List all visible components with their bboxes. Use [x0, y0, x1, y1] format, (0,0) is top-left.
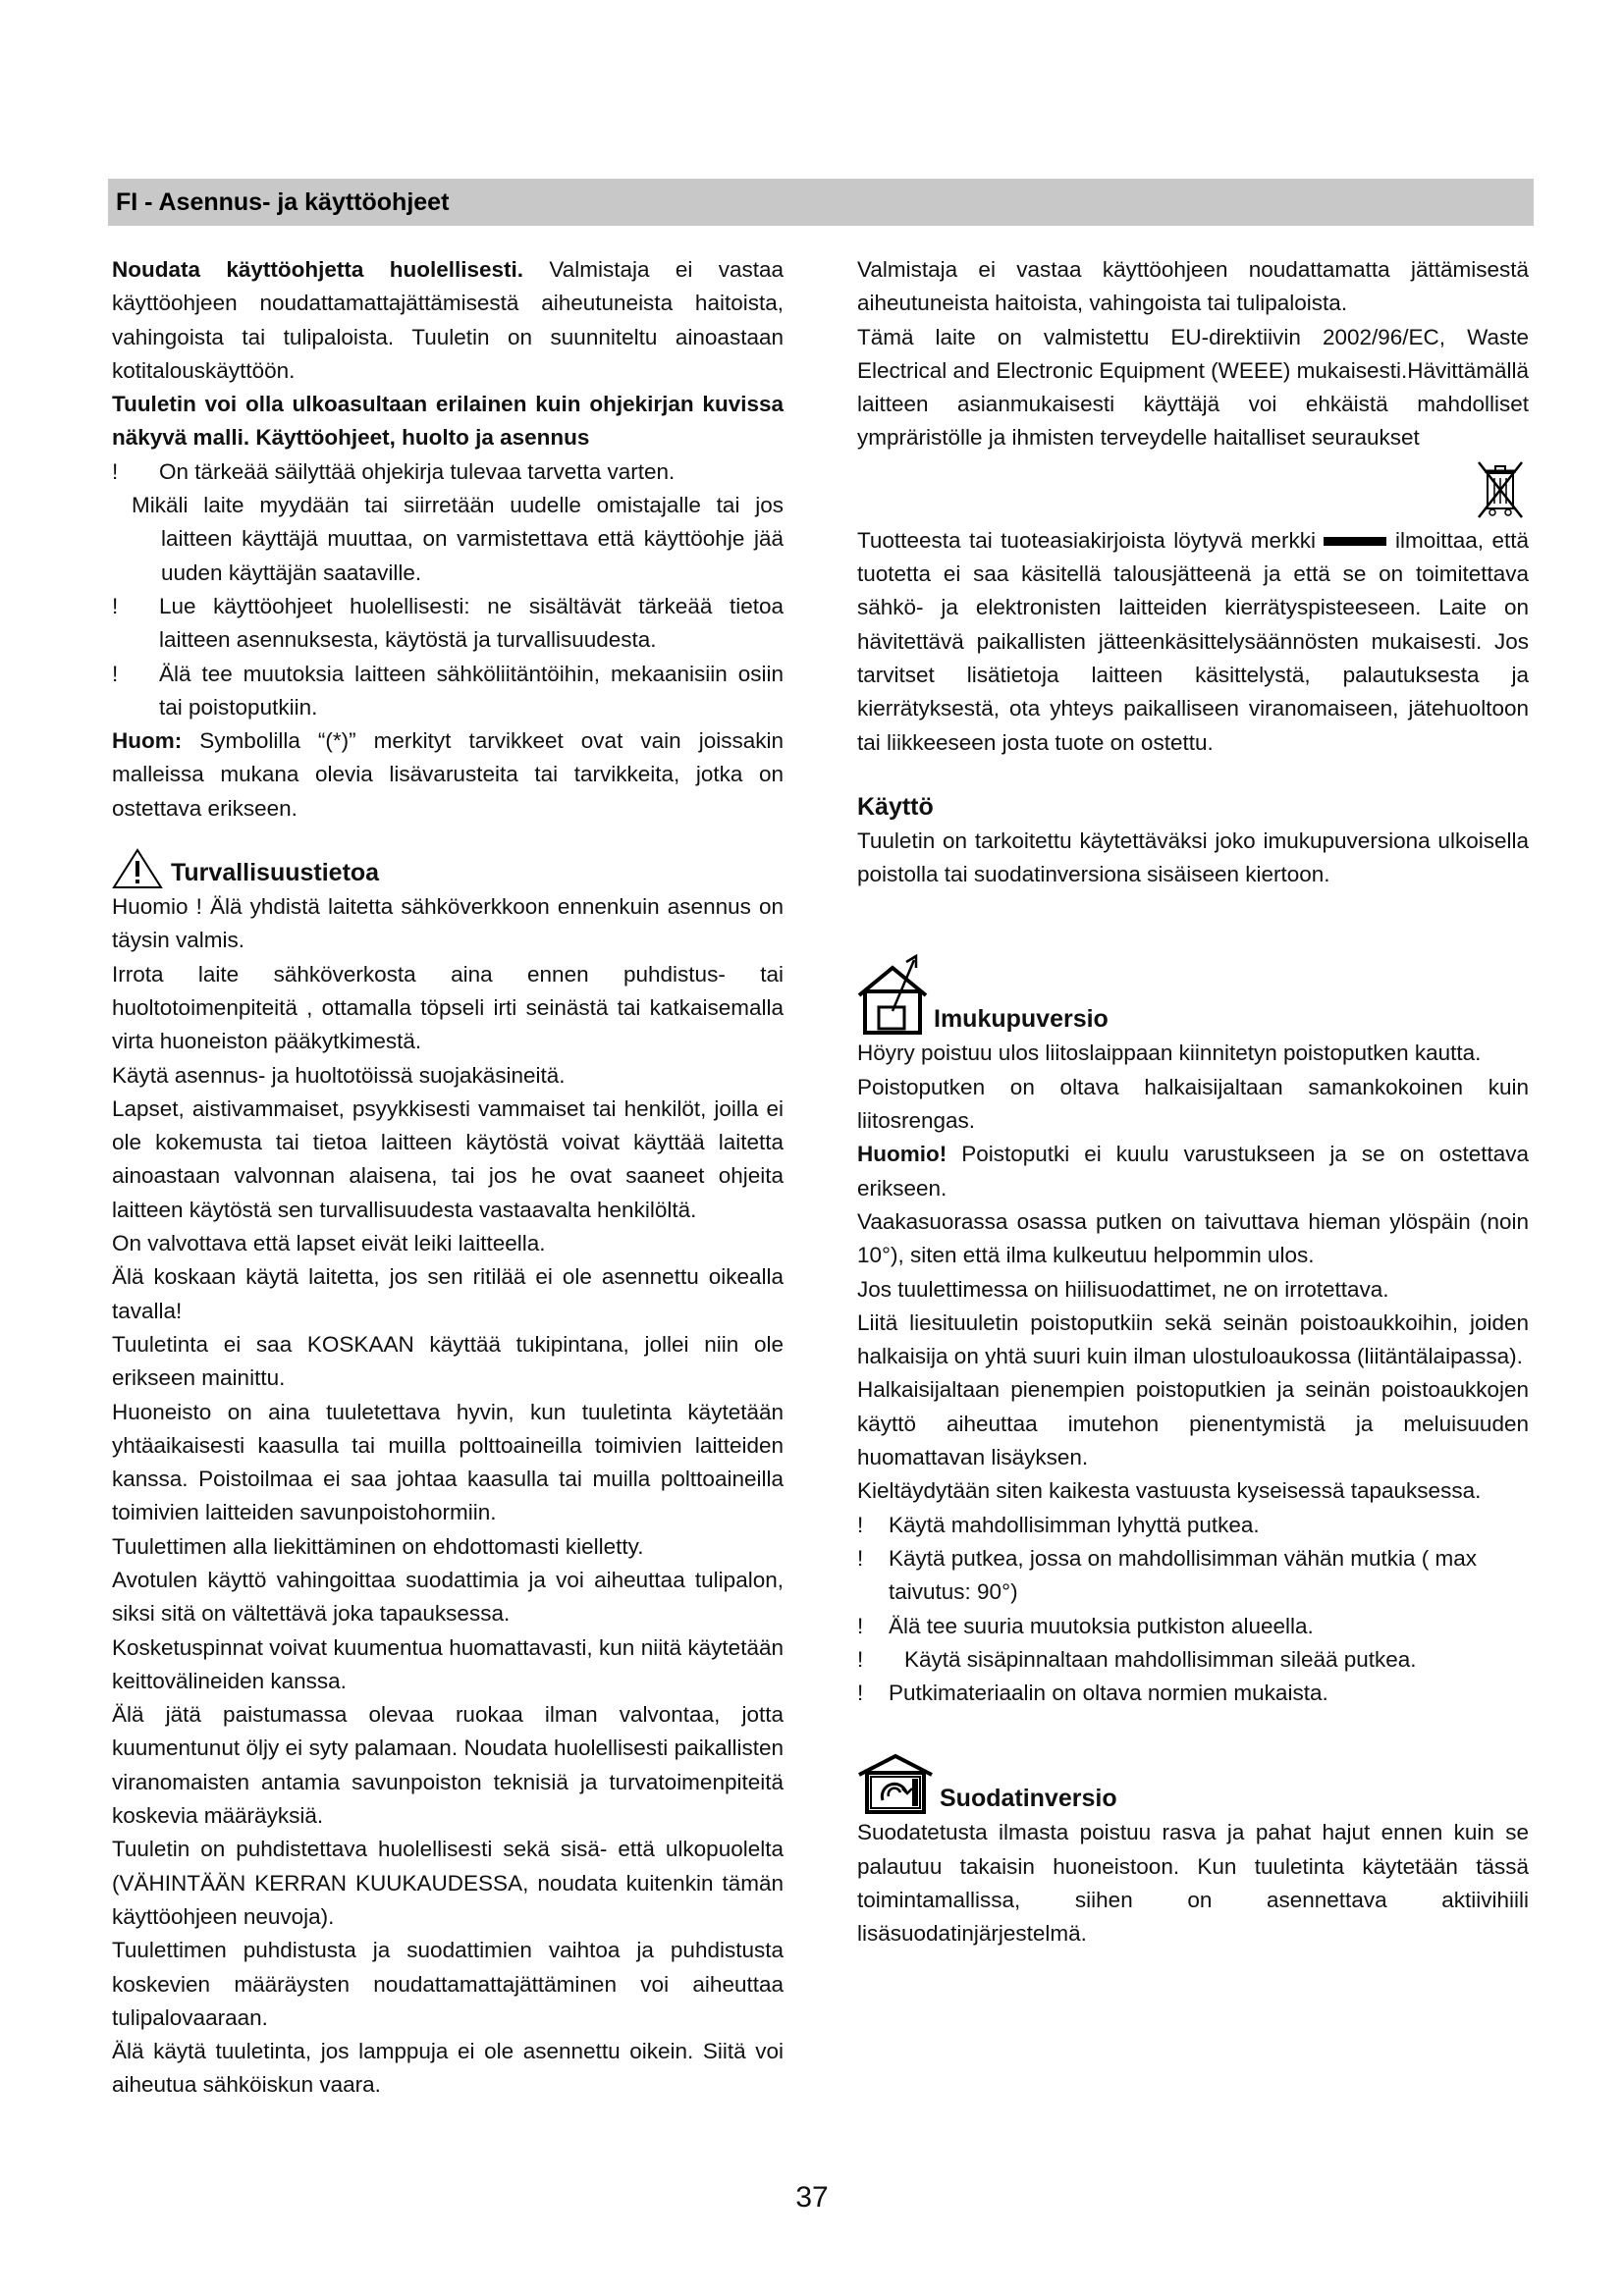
- bullet-3-text: Älä tee muutoksia laitteen sähköliitäntöihin, mekaanisiin osiin tai poistoputkiin.: [159, 661, 784, 720]
- black-bar-mark: [1324, 537, 1386, 546]
- safety-item-5: Älä koskaan käytä laitetta, jos sen ritilää ei ole asennettu oikealla tavalla!: [112, 1264, 784, 1323]
- right-column: [857, 253, 1529, 1951]
- safety-item-2: Käytä asennus- ja huoltotöissä suojakäsineitä.: [112, 1062, 566, 1088]
- imukupu-p6: Halkaisijaltaan pienempien poistoputkien ja seinän poistoaukkojen käyttö aiheuttaa imutehon pienentymistä ja meluisuuden huomattavan lisäyksen.: [857, 1377, 1529, 1470]
- huomio-text: Poistoputki ei kuulu varustukseen ja se on ostettava erikseen.: [857, 1142, 1529, 1201]
- imukupu-title: Imukupuversio: [934, 1005, 1109, 1034]
- bullet-2: [112, 590, 784, 658]
- bullet-3: [112, 658, 784, 725]
- bullet-mark: !: [112, 661, 119, 686]
- model-note-text: Tuuletin voi olla ulkoasultaan erilainen kuin ohjekirjan kuvissa näkyvä malli. Käyttöohjeet, huolto ja asennus: [112, 392, 784, 451]
- huom-label: Huom:: [112, 728, 183, 754]
- bullet-mark: !: [112, 593, 119, 618]
- safety-item-1: Irrota laite sähköverkosta aina ennen puhdistus- tai huoltotoimenpiteitä , ottamalla töpseli irti seinästä tai katkaisemalla virta huoneiston pääkytkimestä.: [112, 961, 784, 1054]
- safety-item-10: Kosketuspinnat voivat kuumentua huomattavasti, kun niitä käytetään keittovälineiden kanssa.: [112, 1634, 784, 1693]
- imukupu-bullet-2-text: Käytä putkea, jossa on mahdollisimman vähän mutkia ( max taivutus: 90°): [889, 1545, 1478, 1605]
- huom-text: Symbolilla “(*)” merkityt tarvikkeet ovat vain joissakin malleissa mukana olevia lisävarusteita tai tarvikkeita, jotka on ostettava erikseen.: [112, 728, 784, 821]
- bullet-1-text: On tärkeää säilyttää ohjekirja tulevaa tarvetta varten.: [159, 458, 676, 484]
- warning-triangle-icon: [112, 847, 163, 890]
- safety-item-11: Älä jätä paistumassa olevaa ruokaa ilman valvontaa, jotta kuumentunut öljy ei syty palamaan. Noudata huolellisesti paikallisten viranomaisten antamia savunpoiston teknisiä ja turvatoimenpiteitä koskevia määräyksiä.: [112, 1702, 784, 1829]
- imukupu-bullet-4-text: Käytä sisäpinnaltaan mahdollisimman sileää putkea.: [904, 1646, 1417, 1672]
- usage-title: Käyttö: [857, 792, 934, 821]
- imukupu-bullet-1: [857, 1509, 1529, 1542]
- safety-item-14: Älä käytä tuuletinta, jos lamppuja ei ole asennettu oikein. Siitä voi aiheutua sähköiskun vaara.: [112, 2039, 784, 2098]
- imukupu-bullet-5: [857, 1677, 1529, 1710]
- suodatin-title: Suodatinversio: [940, 1785, 1117, 1813]
- weee-icon-row: [857, 455, 1529, 524]
- page-number: 37: [795, 2181, 829, 2214]
- page-header: [108, 179, 1534, 226]
- imukupu-p4: Jos tuulettimessa on hiilisuodattimet, ne on irrotettava.: [857, 1276, 1389, 1302]
- imukupu-p2: Poistoputken on oltava halkaisijaltaan samankokoinen kuin liitosrengas.: [857, 1074, 1529, 1134]
- safety-title: Turvallisuustietoa: [171, 859, 380, 887]
- imukupu-heading: [857, 952, 1529, 1037]
- house-exhaust-icon: [857, 952, 932, 1037]
- imukupu-bullet-1-text: Käytä mahdollisimman lyhyttä putkea.: [889, 1512, 1260, 1537]
- weee-paragraph-2: Tämä laite on valmistettu EU-direktiivin 2002/96/EC, Waste Electrical and Electronic Equipment (WEEE) mukaisesti.Hävittämällä laitteen asianmukaisesti käyttäjä voi ehkäistä mahdolliset ympräristölle ja ihmisten terveydelle haitalliset seuraukset: [857, 324, 1529, 451]
- safety-item-8: Tuulettimen alla liekittäminen on ehdottomasti kielletty.: [112, 1533, 644, 1559]
- safety-item-6: Tuuletinta ei saa KOSKAAN käyttää tukipintana, jollei niin ole erikseen mainittu.: [112, 1331, 784, 1391]
- safety-item-9: Avotulen käyttö vahingoittaa suodattimia ja voi aiheuttaa tulipalon, siksi sitä on vältettävä joka tapauksessa.: [112, 1567, 784, 1627]
- page-title: FI - Asennus- ja käyttöohjeet: [116, 188, 450, 216]
- safety-item-7: Huoneisto on aina tuuletettava hyvin, kun tuuletinta käytetään yhtäaikaisesti kaasulla tai muilla polttoaineilla toimivien laitteiden kanssa. Poistoilmaa ei saa johtaa kaasulla tai muilla polttoaineilla toimivien laitteiden savunpoistohormiin.: [112, 1399, 784, 1525]
- left-column: [112, 253, 784, 2103]
- weee-mark-text: Tuotteesta tai tuoteasiakirjoista löytyvä merkki: [857, 527, 1316, 553]
- weee-mark-text-cont: ilmoittaa, että tuotetta ei saa käsitellä talousjätteenä ja että se on toimitettava sähkö- ja elektronisten laitteiden kierrätyspisteeseen. Laite on hävitettävä paikallisten jätteenkäsittelysäännösten mukaisesti. Jos tarvitset lisätietoja laitteen käsittelystä, palautuksesta ja kierrätyksestä, ota yhteys paikalliseen viranomaiseen, jätehuoltoon tai liikkeeseen josta tuote on ostettu.: [857, 527, 1529, 755]
- imukupu-p7: Kieltäydytään siten kaikesta vastuusta kyseisessä tapauksessa.: [857, 1478, 1482, 1504]
- intro-text: Valmistaja ei vastaa käyttöohjeen noudattamattajättämisestä aiheutuneista haitoista, vahingoista tai tulipaloista. Tuuletin on suunniteltu ainoastaan kotitalouskäyttöön.: [112, 257, 784, 383]
- safety-item-12: Tuuletin on puhdistettava huolellisesti sekä sisä- että ulkopuolelta (VÄHINTÄÄN KERRAN KUUKAUDESSA, noudata kuitenkin tämän käyttöohjeen neuvoja).: [112, 1837, 784, 1929]
- imukupu-huomio: [857, 1138, 1529, 1205]
- model-note: [112, 388, 784, 455]
- bullet-mark: !: [857, 1613, 864, 1638]
- bullet-mark: !: [857, 1512, 864, 1537]
- imukupu-bullet-5-text: Putkimateriaalin on oltava normien mukaista.: [889, 1681, 1328, 1706]
- bullet-1: [112, 455, 784, 489]
- safety-item-0: Huomio ! Älä yhdistä laitetta sähköverkkoon ennenkuin asennus on täysin valmis.: [112, 894, 784, 953]
- bullet-mark: !: [857, 1681, 864, 1706]
- suodatin-text: Suodatetusta ilmasta poistuu rasva ja pahat hajut ennen kuin se palautuu takaisin huoneistoon. Kun tuuletinta käytetään tässä toimintamallissa, siihen on asennettava aktiivihiili lisäsuodatinjärjestelmä.: [857, 1820, 1529, 1947]
- intro-bold: Noudata käyttöohjetta huolellisesti.: [112, 257, 524, 282]
- bullet-mark: !: [857, 1646, 864, 1672]
- imukupu-bullet-3-text: Älä tee suuria muutoksia putkiston alueella.: [889, 1613, 1314, 1638]
- intro-paragraph: [112, 253, 784, 388]
- safety-item-13: Tuulettimen puhdistusta ja suodattimien vaihtoa ja puhdistusta koskevien määräysten noudattamattajättäminen voi aiheuttaa tulipalovaaraan.: [112, 1938, 784, 2030]
- imukupu-bullet-2: [857, 1542, 1529, 1610]
- huomio-label: Huomio!: [857, 1142, 947, 1167]
- bullet-2-text: Lue käyttöohjeet huolellisesti: ne sisältävät tärkeää tietoa laitteen asennuksesta, käytöstä ja turvallisuudesta.: [159, 593, 784, 653]
- weee-paragraph-1: Valmistaja ei vastaa käyttöohjeen noudattamatta jättämisestä aiheutuneista haitoista, vahingoista tai tulipaloista.: [857, 257, 1529, 316]
- imukupu-p5: Liitä liesituuletin poistoputkiin sekä seinän poistoaukkoihin, joiden halkaisija on yhtä suuri kuin ilman ulostuloaukossa (liitäntälaipassa).: [857, 1309, 1529, 1369]
- imukupu-p3: Vaakasuorassa osassa putken on taivuttava hieman ylöspäin (noin 10°), siten että ilma kulkeutuu helpommin ulos.: [857, 1208, 1529, 1268]
- imukupu-p1: Höyry poistuu ulos liitoslaippaan kiinnitetyn poistoputken kautta.: [857, 1041, 1482, 1066]
- bullet-mark: !: [857, 1545, 864, 1571]
- imukupu-bullet-4: [857, 1643, 1529, 1677]
- bullet-mark: !: [112, 458, 119, 484]
- weee-paragraph-3: [857, 524, 1529, 760]
- bullet-1-continuation: Mikäli laite myydään tai siirretään uudelle omistajalle tai jos laitteen käyttäjä muuttaa, on varmistettava että käyttöohje jää uuden käyttäjän saataville.: [132, 493, 784, 585]
- huom-paragraph: [112, 724, 784, 826]
- suodatin-heading: [857, 1753, 1529, 1816]
- house-filter-icon: [857, 1753, 934, 1816]
- usage-text: Tuuletin on tarkoitettu käytettäväksi joko imukupuversiona ulkoisella poistolla tai suodatinversiona sisäiseen kiertoon.: [857, 828, 1529, 887]
- safety-item-3: Lapset, aistivammaiset, psyykkisesti vammaiset tai henkilöt, joilla ei ole kokemusta tai tietoa laitteen käytöstä voivat käyttää laitetta ainoastaan valvonnan alaisena, tai jos he ovat saaneet ohjeita laitteen käytöstä sen turvallisuudesta vastaavalta henkilöltä.: [112, 1095, 784, 1222]
- safety-item-4: On valvottava että lapset eivät leiki laitteella.: [112, 1231, 546, 1256]
- imukupu-bullet-3: [857, 1610, 1529, 1643]
- crossed-bin-icon: [1476, 459, 1525, 520]
- safety-heading: [112, 847, 784, 890]
